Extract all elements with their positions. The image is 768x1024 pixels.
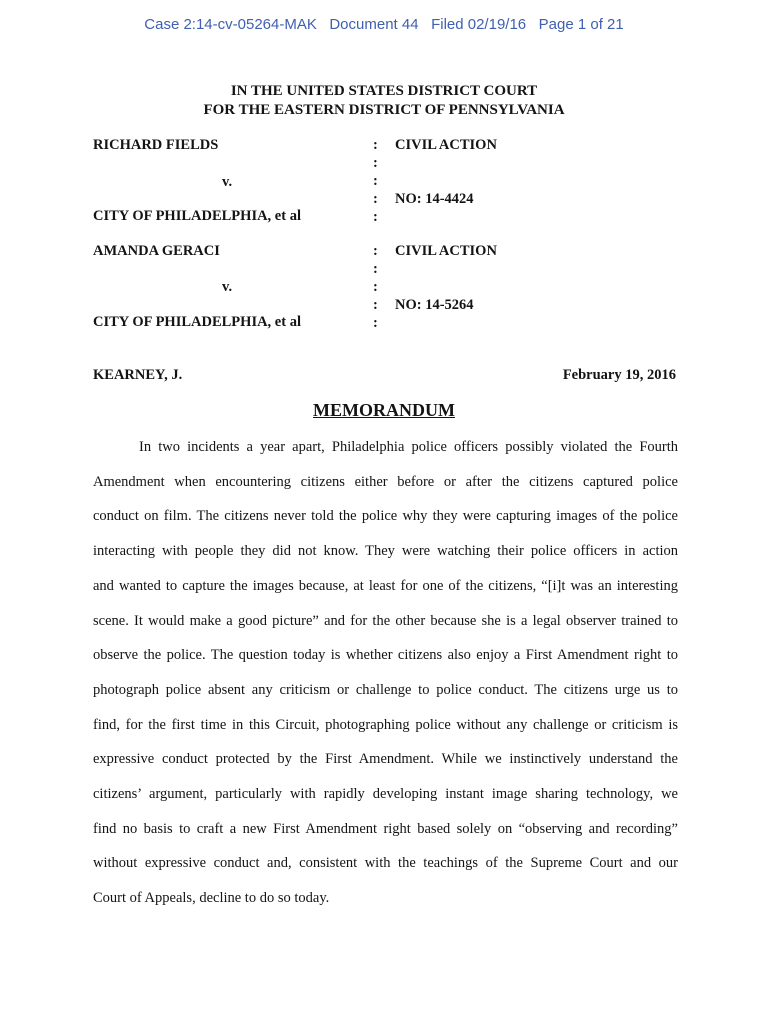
memorandum-title: MEMORANDUM	[313, 400, 455, 420]
body-text-line: photograph police absent any criticism or challenge to police conduct. The citizens urge us to	[93, 681, 678, 698]
body-text-line: find no basis to craft a new First Amendment right based solely on “observing and recording”	[93, 820, 678, 837]
caption-colon: :	[373, 155, 378, 171]
caption-colon: :	[373, 173, 378, 189]
case2-defendant: CITY OF PHILADELPHIA, et al	[93, 314, 301, 330]
body-text-line: expressive conduct protected by the First Amendment. While we instinctively understand the	[93, 751, 678, 768]
case2-civil-action: CIVIL ACTION	[395, 243, 497, 259]
case2-number: NO: 14-5264	[395, 297, 474, 313]
caption-colon: :	[373, 209, 378, 225]
case1-number: NO: 14-4424	[395, 191, 474, 207]
body-text-line: find, for the first time in this Circuit, photographing police without any challenge or criticism is	[93, 716, 678, 733]
caption-colon: :	[373, 261, 378, 277]
caption-colon: :	[373, 137, 378, 153]
decision-date: February 19, 2016	[562, 367, 676, 383]
court-title-line-2: FOR THE EASTERN DISTRICT OF PENNSYLVANIA	[203, 102, 565, 118]
body-text-line: conduct on film. The citizens never told the police why they were capturing images of the police	[93, 508, 678, 525]
case2-versus: v.	[222, 279, 233, 295]
case1-versus: v.	[222, 174, 233, 190]
body-text-line: Amendment when encountering citizens either before or after the citizens captured police	[93, 473, 678, 490]
body-text-line: observe the police. The question today is whether citizens also enjoy a First Amendment right to	[93, 647, 678, 664]
body-text-line: Court of Appeals, decline to do so today.	[93, 890, 330, 907]
caption-colon: :	[373, 243, 378, 259]
ecf-header-stamp: Case 2:14-cv-05264-MAK Document 44 Filed 02/19/16 Page 1 of 21	[144, 16, 624, 33]
body-text-line: scene. It would make a good picture” and for the other because she is a legal observer trained to	[93, 612, 678, 629]
case1-defendant: CITY OF PHILADELPHIA, et al	[93, 208, 301, 224]
caption-colon: :	[373, 191, 378, 207]
body-text-line: citizens’ argument, particularly with rapidly developing instant image sharing technology, we	[93, 786, 678, 803]
judge-date-line	[93, 367, 676, 384]
caption-colon: :	[373, 279, 378, 295]
body-text-line: and wanted to capture the images because, at least for one of the citizens, “[i]t was an interesting	[93, 577, 678, 594]
case-caption	[0, 0, 768, 340]
court-title-line-1: IN THE UNITED STATES DISTRICT COURT	[230, 83, 538, 99]
judge-name: KEARNEY, J.	[93, 367, 183, 383]
body-text-line: In two incidents a year apart, Philadelphia police officers possibly violated the Fourth	[139, 439, 678, 455]
case1-plaintiff: RICHARD FIELDS	[93, 137, 219, 153]
body-text-line: interacting with people they did not know. They were watching their police officers in action	[93, 543, 678, 560]
memorandum-body	[93, 430, 678, 916]
caption-colon: :	[373, 315, 378, 331]
caption-colon: :	[373, 297, 378, 313]
case2-plaintiff: AMANDA GERACI	[93, 243, 220, 259]
body-text-line: without expressive conduct and, consistent with the teachings of the Supreme Court and our	[93, 855, 678, 872]
case1-civil-action: CIVIL ACTION	[395, 137, 497, 153]
